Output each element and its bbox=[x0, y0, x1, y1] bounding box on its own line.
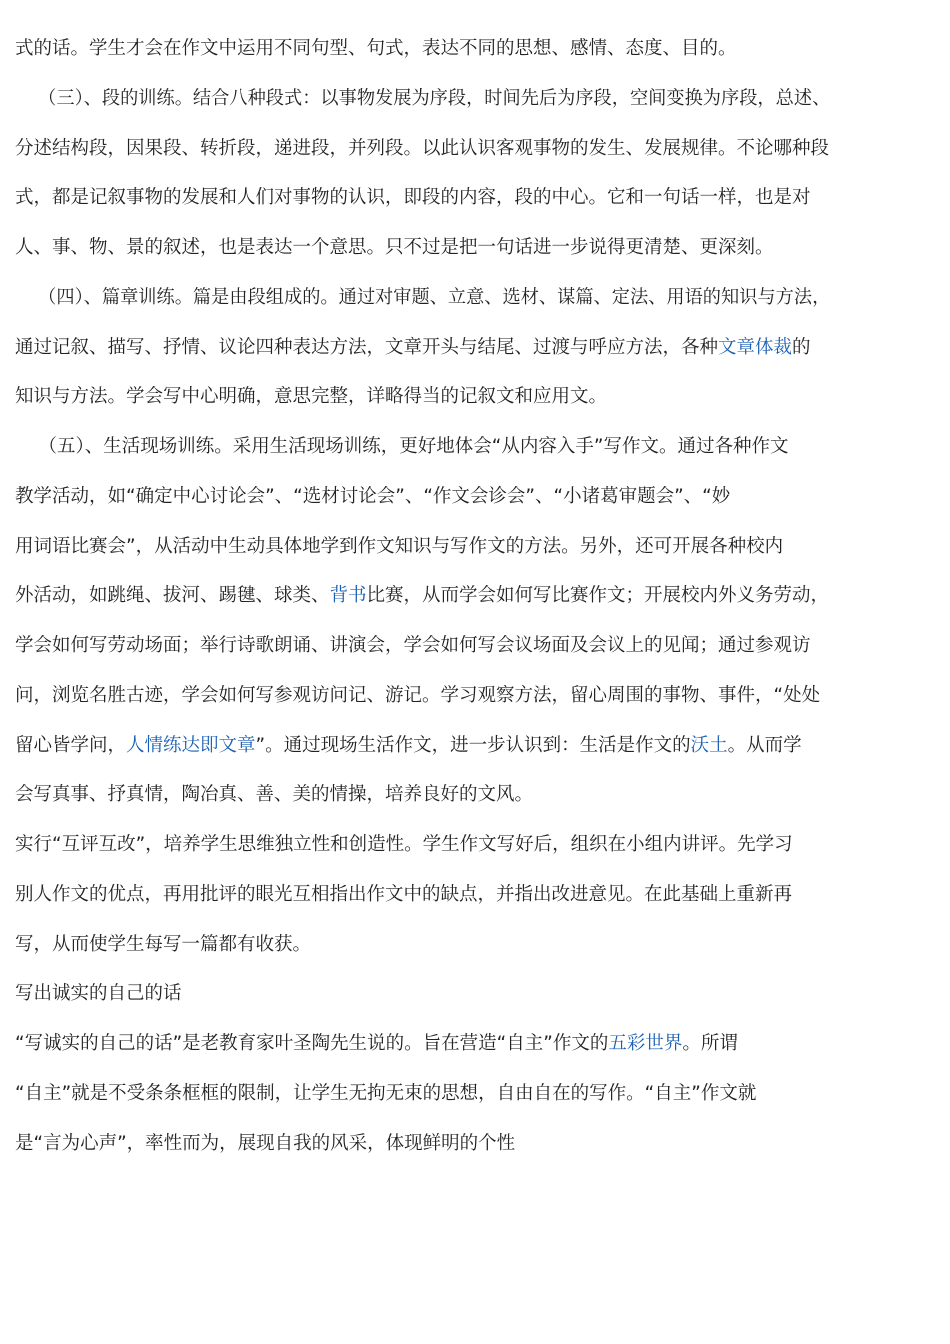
text-line bbox=[15, 681, 820, 711]
text-run: 式的话。学生才会在作文中运用不同句型、句式，表达不同的思想、感情、态度、目的。 bbox=[15, 38, 737, 59]
text-run: 会写真事、抒真情，陶冶真、善、美的情操，培养良好的文风。 bbox=[15, 784, 534, 806]
inline-link[interactable]: 人情练达即文章 bbox=[126, 734, 256, 756]
text-run: 学会如何写劳动场面；举行诗歌朗诵、讲演会，学会如何写会议场面及会议上的见闻；通过参观访 bbox=[15, 635, 811, 656]
text-run: 用词语比赛会”，从活动中生动具体地学到作文知识与写作文的方法。另外，还可开展各种校内 bbox=[15, 535, 784, 557]
text-line bbox=[15, 631, 811, 661]
text-run: （五）、生活现场训练。采用生活现场训练，更好地体会“从内容入手”写作文。通过各种作文 bbox=[15, 436, 789, 457]
inline-link[interactable]: 文章体裁 bbox=[718, 336, 793, 358]
text-run: 的 bbox=[792, 336, 811, 358]
text-line bbox=[15, 1079, 756, 1109]
text-line bbox=[15, 482, 730, 512]
text-line bbox=[15, 979, 182, 1009]
text-line bbox=[15, 382, 607, 412]
text-run: ”。通过现场生活作文，进一步认识到：生活是作文的 bbox=[255, 734, 691, 756]
text-run: 知识与方法。学会写中心明确，意思完整，详略得当的记叙文和应用文。 bbox=[15, 386, 608, 408]
text-run: 式，都是记叙事物的发展和人们对事物的认识，即段的内容，段的中心。它和一句话一样，也是对 bbox=[15, 187, 811, 209]
text-line bbox=[15, 283, 830, 313]
text-line bbox=[15, 233, 774, 263]
text-run: 外活动，如跳绳、拔河、踢毽、球类、 bbox=[15, 585, 330, 607]
text-line bbox=[15, 780, 533, 810]
text-run: 人、事、物、景的叙述，也是表达一个意思。只不过是把一句话进一步说得更清楚、更深刻。 bbox=[15, 237, 774, 258]
text-line bbox=[15, 84, 830, 114]
text-run: “写诚实的自己的话”是老教育家叶圣陶先生说的。旨在营造“自主”作文的 bbox=[15, 1033, 609, 1054]
text-line bbox=[15, 731, 802, 761]
text-line bbox=[15, 432, 788, 462]
inline-link[interactable]: 背书 bbox=[329, 585, 367, 607]
text-line bbox=[15, 1029, 738, 1059]
text-line bbox=[15, 532, 783, 562]
text-run: 留心皆学问， bbox=[15, 734, 127, 756]
text-run: （四）、篇章训练。篇是由段组成的。通过对审题、立意、选材、谋篇、定法、用语的知识与方法， bbox=[15, 286, 831, 308]
text-line bbox=[15, 880, 792, 910]
inline-link[interactable]: 五彩世界 bbox=[608, 1033, 683, 1054]
text-run: 实行“互评互改”，培养学生思维独立性和创造性。学生作文写好后，组织在小组内讲评。先学习 bbox=[15, 834, 793, 855]
text-line bbox=[15, 830, 793, 860]
text-line bbox=[15, 333, 811, 363]
text-run: 写，从而使学生每写一篇都有收获。 bbox=[15, 933, 312, 955]
text-run: 写出诚实的自己的话 bbox=[15, 983, 182, 1005]
text-line bbox=[15, 183, 811, 213]
text-run: “自主”就是不受条条框框的限制，让学生无拘无束的思想，自由自在的写作。“自主”作文就 bbox=[15, 1082, 757, 1104]
inline-link[interactable]: 沃土 bbox=[690, 734, 728, 756]
text-line bbox=[15, 34, 737, 64]
text-line bbox=[15, 581, 829, 611]
text-line bbox=[15, 134, 829, 164]
text-run: 教学活动，如“确定中心讨论会”、“选材讨论会”、“作文会诊会”、“小诸葛审题会”、“妙 bbox=[15, 485, 731, 507]
text-run: 问，浏览名胜古迹，学会如何写参观访问记、游记。学习观察方法，留心周围的事物、事件，“处处 bbox=[15, 684, 821, 706]
text-run: 是“言为心声”，率性而为，展现自我的风采，体现鲜明的个性 bbox=[15, 1132, 516, 1154]
text-run: 分述结构段，因果段、转折段，递进段，并列段。以此认识客观事物的发生、发展规律。不论哪种段 bbox=[15, 137, 830, 159]
text-run: 别人作文的优点，再用批评的眼光互相指出作文中的缺点，并指出改进意见。在此基础上重新再 bbox=[15, 883, 793, 905]
text-run: （三）、段的训练。结合八种段式：以事物发展为序段，时间先后为序段，空间变换为序段，总述、 bbox=[15, 87, 831, 109]
text-run: 。所谓 bbox=[682, 1033, 738, 1054]
text-run: 比赛，从而学会如何写比赛作文；开展校内外义务劳动， bbox=[366, 585, 830, 607]
text-run: 。从而学 bbox=[727, 734, 802, 756]
text-line bbox=[15, 930, 311, 960]
text-run: 通过记叙、描写、抒情、议论四种表达方法，文章开头与结尾、过渡与呼应方法，各种 bbox=[15, 336, 719, 358]
text-line bbox=[15, 1129, 515, 1159]
